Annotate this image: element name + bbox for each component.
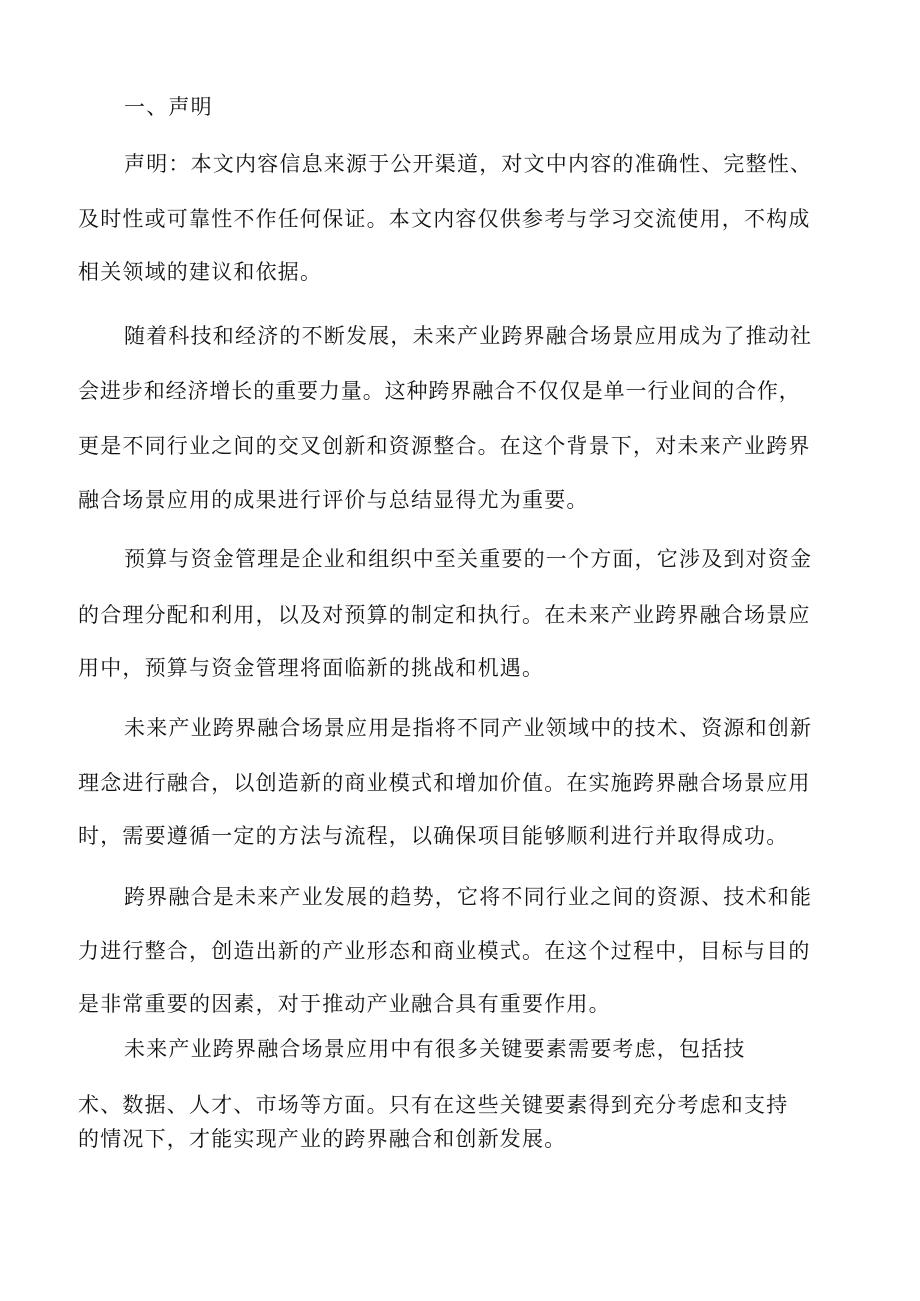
paragraph-line: 随着科技和经济的不断发展，未来产业跨界融合场景应用成为了推动社	[124, 324, 813, 348]
paragraph-line: 预算与资金管理是企业和组织中至关重要的一个方面，它涉及到对资金	[124, 547, 813, 571]
paragraph-line: 的情况下，才能实现产业的跨界融合和创新发展。	[78, 1127, 567, 1151]
paragraph-line: 未来产业跨界融合场景应用是指将不同产业领域中的技术、资源和创新	[124, 716, 813, 740]
paragraph-line: 跨界融合是未来产业发展的趋势，它将不同行业之间的资源、技术和能	[124, 885, 813, 909]
paragraph-line: 会进步和经济增长的重要力量。这种跨界融合不仅仅是单一行业间的合作，	[78, 379, 801, 403]
paragraph-line: 融合场景应用的成果进行评价与总结显得尤为重要。	[78, 488, 589, 512]
paragraph-line: 的合理分配和利用，以及对预算的制定和执行。在未来产业跨界融合场景应	[78, 603, 811, 627]
paragraph-line: 声明：本文内容信息来源于公开渠道，对文中内容的准确性、完整性、	[124, 152, 813, 176]
paragraph-line: 未来产业跨界融合场景应用中有很多关键要素需要考虑，包括技	[124, 1037, 746, 1061]
paragraph-line: 理念进行融合，以创造新的商业模式和增加价值。在实施跨界融合场景应用	[78, 771, 811, 795]
paragraph-line: 及时性或可靠性不作任何保证。本文内容仅供参考与学习交流使用，不构成	[78, 207, 811, 231]
paragraph-line: 是非常重要的因素，对于推动产业融合具有重要作用。	[78, 992, 611, 1016]
paragraph-line: 用中，预算与资金管理将面临新的挑战和机遇。	[78, 656, 545, 680]
paragraph-line: 相关领域的建议和依据。	[78, 260, 323, 284]
section-heading: 一、声明	[124, 95, 213, 119]
paragraph-line: 更是不同行业之间的交叉创新和资源整合。在这个背景下，对未来产业跨界	[78, 434, 811, 458]
paragraph-line: 时，需要遵循一定的方法与流程，以确保项目能够顺利进行并取得成功。	[78, 824, 789, 848]
paragraph-line: 术、数据、人才、市场等方面。只有在这些关键要素得到充分考虑和支持	[78, 1093, 789, 1117]
paragraph-line: 力进行整合，创造出新的产业形态和商业模式。在这个过程中，目标与目的	[78, 939, 811, 963]
